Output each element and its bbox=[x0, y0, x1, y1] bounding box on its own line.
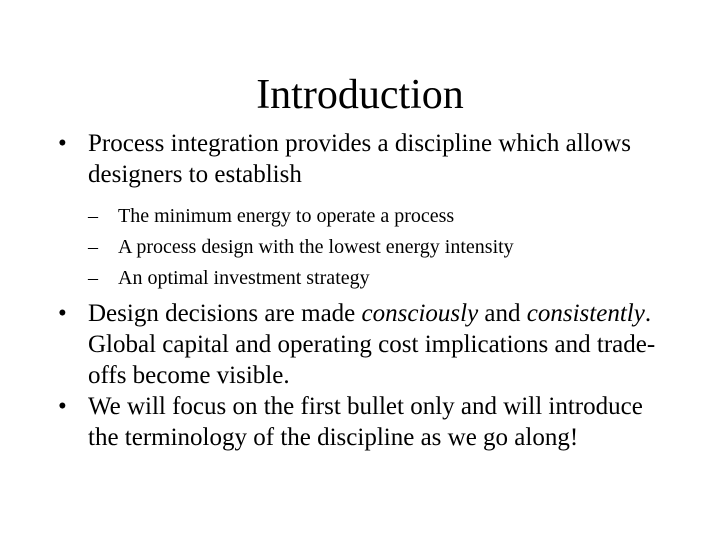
bullet-marker: • bbox=[58, 130, 67, 157]
bullet-text-part-a: Design decisions are made bbox=[88, 300, 362, 327]
sub-bullet-item-1 bbox=[88, 201, 674, 232]
bullet-text-part-c: and bbox=[478, 300, 527, 327]
sub-bullet-item-3 bbox=[88, 263, 674, 294]
sub-bullet-marker: – bbox=[88, 205, 98, 227]
sub-bullet-text: An optimal investment strategy bbox=[118, 267, 370, 289]
bullet-text-part-e: . Global capital and operating cost implications and trade-offs become visible. bbox=[88, 300, 656, 389]
bullet-text: Process integration provides a discipline which allows designers to establish bbox=[88, 130, 631, 188]
sub-bullet-marker: – bbox=[88, 267, 98, 289]
bullet-text: We will focus on the first bullet only and will introduce the terminology of the discipline as we go along! bbox=[88, 393, 643, 451]
emphasis-consistently: consistently bbox=[526, 300, 645, 327]
slide-title: Introduction bbox=[256, 72, 464, 118]
bullet-marker: • bbox=[58, 393, 67, 420]
sub-bullet-marker: – bbox=[88, 236, 98, 258]
bullet-item-3 bbox=[54, 391, 674, 453]
sub-bullet-text: A process design with the lowest energy intensity bbox=[118, 236, 514, 258]
bullet-list bbox=[54, 128, 674, 453]
sub-bullet-list bbox=[88, 201, 674, 294]
emphasis-consciously: consciously bbox=[361, 300, 479, 327]
bullet-item-2 bbox=[54, 298, 674, 391]
bullet-item-1 bbox=[54, 128, 674, 294]
sub-bullet-item-2 bbox=[88, 232, 674, 263]
bullet-marker: • bbox=[58, 300, 67, 327]
sub-bullet-text: The minimum energy to operate a process bbox=[118, 205, 455, 227]
